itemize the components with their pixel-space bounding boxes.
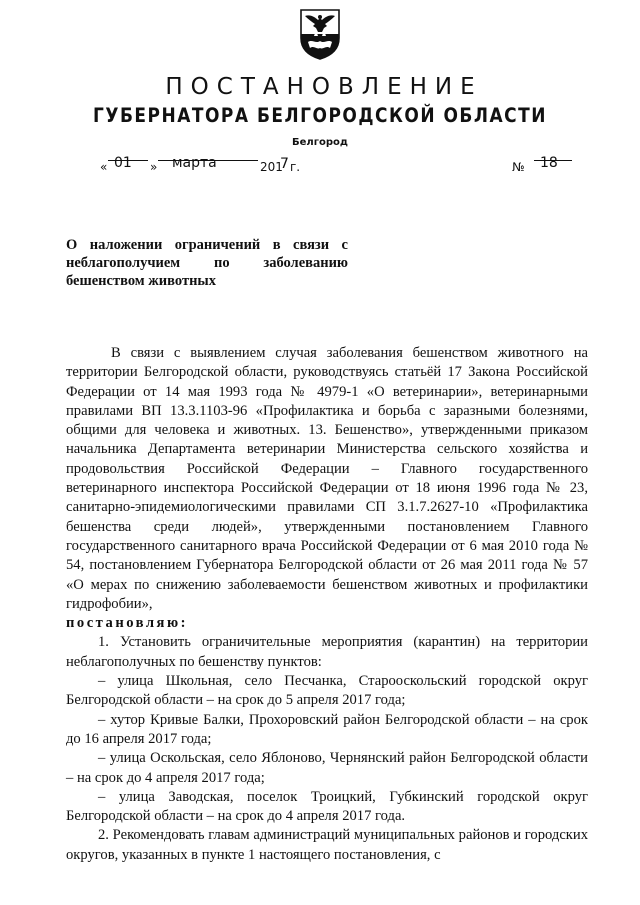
date-day-underline xyxy=(108,155,148,171)
preamble-paragraph: В связи с выявлением случая заболевания бешенством животного на территории Белгородской области, руководствуясь статьёй 17 Закона Российской Федерации от 14 мая 1993 года № 4979-1 «О ветеринарии», ветеринарными правилами ВП 13.3.1103-96 «Профилактика и борьба с заразными болезнями, общими для человека и животных. 13. Бешенство», утвержденными приказом начальника Департамента ветеринарии Министерства сельского хозяйства и продовольствия Российской Федерации – Главного государственного ветеринарного инспектора Российской Федерации от 18 июня 1996 года № 23, санитарно-эпидемиологическими правилами СП 3.1.7.2627-10 «Профилактика бешенства среди людей», утвержденными постановлением Главного государственного санитарного врача Российской Федерации от 6 мая 2010 года № 54, постановлением Губернатора Белгородской области от 26 мая 2011 года № 57 «О мерах по снижению заболеваемости бешенством животных и профилактики гидрофобии», xyxy=(66,345,588,612)
document-subject: О наложении ограничений в связи с неблагополучием по заболеванию бешенством животных xyxy=(66,237,348,289)
item-2-paragraph: 2. Рекомендовать главам администраций муниципальных районов и городских округов, указанных в пункте 1 настоящего постановления, с xyxy=(66,827,588,863)
number-underline xyxy=(534,155,572,171)
document-title: ПОСТАНОВЛЕНИЕ xyxy=(165,74,483,100)
date-number-line xyxy=(96,155,576,180)
document-number: 18 xyxy=(540,155,558,171)
subitem-1: – улица Школьная, село Песчанка, Старооскольский городской округ Белгородской области – на срок до 5 апреля 2017 года; xyxy=(66,673,588,709)
date-month-underline xyxy=(158,155,258,171)
issuer-title: ГУБЕРНАТОРА БЕЛГОРОДСКОЙ ОБЛАСТИ xyxy=(93,104,547,128)
subitem-3: – улица Оскольская, село Яблоново, Чернянский район Белгородской области – на срок до 4 апреля 2017 года; xyxy=(66,750,588,786)
item-1-paragraph: 1. Установить ограничительные мероприятия (карантин) на территории неблагополучных по бешенству пунктов: xyxy=(66,634,588,670)
decree-word xyxy=(66,614,588,633)
subitem-4: – улица Заводская, поселок Троицкий, Губкинский городской округ Белгородской области – на срок до 4 апреля 2017 года. xyxy=(66,788,588,825)
date-month: марта xyxy=(172,155,217,171)
date-open-quote: « xyxy=(100,160,108,174)
decree-word-text: постановляю: xyxy=(66,615,188,632)
date-close-quote: » xyxy=(150,160,158,174)
date-year-prefix: 201 xyxy=(260,160,283,174)
number-label: № xyxy=(512,160,525,174)
date-year-unit: г. xyxy=(290,160,301,174)
date-year-suffix: 7 xyxy=(280,156,289,172)
document-body xyxy=(66,344,588,865)
date-day: 01 xyxy=(114,155,132,171)
coat-of-arms-eagle-icon xyxy=(298,8,342,60)
subitem-2: – хутор Кривые Балки, Прохоровский район Белгородской области – на срок до 16 апреля 2017 года; xyxy=(66,711,588,747)
city-name: Белгород xyxy=(292,137,348,148)
